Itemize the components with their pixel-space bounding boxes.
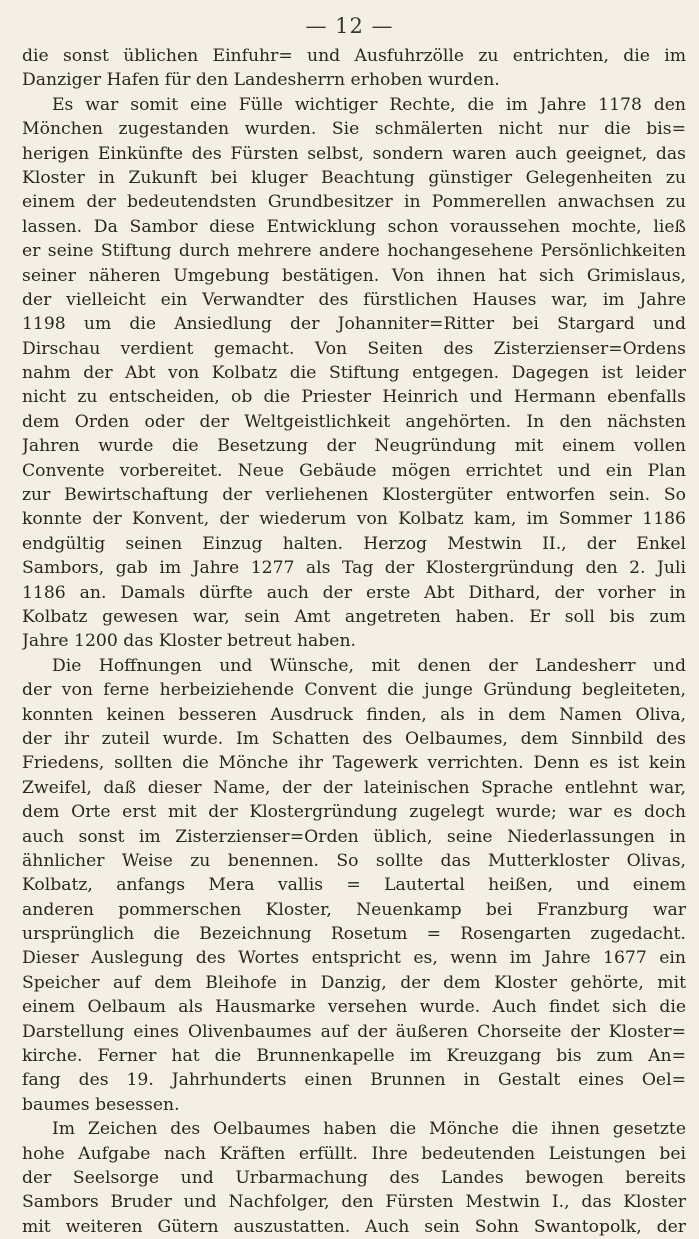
text-line: zur Bewirtschaftung der verliehenen Klostergüter entworfen sein. So [22, 485, 686, 506]
text-line: der vielleicht ein Verwandter des fürstlichen Hauses war, im Jahre [22, 289, 686, 310]
text-line: ursprünglich die Bezeichnung Rosetum = Rosengarten zugedacht. [22, 924, 686, 945]
text-line: dem Orden oder der Weltgeistlichkeit angehörten. In den nächsten [22, 411, 686, 432]
text-line: nahm der Abt von Kolbatz die Stiftung entgegen. Dagegen ist leider [22, 363, 686, 384]
body-text [22, 44, 686, 1239]
text-line: mit weiteren Gütern auszustatten. Auch sein Sohn Swantopolk, der [22, 1216, 686, 1237]
text-line: 1186 an. Damals dürfte auch der erste Abt Dithard, der vorher in [22, 582, 686, 603]
text-line: dem Orte erst mit der Klostergründung zugelegt wurde; war es doch [22, 802, 686, 823]
text-line: Kolbatz, anfangs Mera vallis = Lautertal heißen, und einem [22, 875, 686, 896]
text-line: Sambors Bruder und Nachfolger, den Fürsten Mestwin I., das Kloster [22, 1192, 686, 1213]
text-line: der von ferne herbeiziehende Convent die junge Gründung begleiteten, [22, 680, 686, 701]
text-line: fang des 19. Jahrhunderts einen Brunnen in Gestalt eines Oel= [22, 1070, 686, 1091]
text-line: endgültig seinen Einzug halten. Herzog Mestwin II., der Enkel [22, 533, 686, 554]
text-line: lassen. Da Sambor diese Entwicklung schon voraussehen mochte, ließ [22, 216, 686, 237]
text-line: nicht zu entscheiden, ob die Priester Heinrich und Hermann ebenfalls [22, 387, 686, 408]
text-line: er seine Stiftung durch mehrere andere hochangesehene Persönlichkeiten [22, 241, 686, 262]
paragraph [22, 44, 686, 93]
text-line: baumes besessen. [22, 1094, 180, 1115]
text-line: die sonst üblichen Einfuhr= und Ausfuhrzölle zu entrichten, die im [22, 46, 686, 66]
text-line: Dirschau verdient gemacht. Von Seiten des Zisterzienser=Ordens [22, 338, 686, 359]
text-line: Zweifel, daß dieser Name, der der lateinischen Sprache entlehnt war, [22, 777, 686, 798]
text-line: der ihr zuteil wurde. Im Schatten des Oelbaumes, dem Sinnbild des [22, 728, 686, 749]
text-line: Mönchen zugestanden wurden. Sie schmälerten nicht nur die bis= [22, 119, 686, 140]
text-line: Jahre 1200 das Kloster betreut haben. [22, 631, 356, 652]
text-line: Darstellung eines Olivenbaumes auf der äußeren Chorseite der Kloster= [22, 1021, 686, 1042]
text-line: kirche. Ferner hat die Brunnenkapelle im Kreuzgang bis zum An= [22, 1046, 686, 1067]
text-line: ähnlicher Weise zu benennen. So sollte das Mutterkloster Olivas, [22, 850, 686, 871]
text-line: Es war somit eine Fülle wichtiger Rechte, die im Jahre 1178 den [52, 94, 686, 115]
text-line: Die Hoffnungen und Wünsche, mit denen der Landesherr und [52, 655, 686, 676]
page-number: — 12 — [305, 14, 394, 38]
text-line: anderen pommerschen Kloster, Neuenkamp bei Franzburg war [22, 899, 686, 920]
text-line: Kolbatz gewesen war, sein Amt angetreten haben. Er soll bis zum [22, 606, 686, 627]
text-line: Convente vorbereitet. Neue Gebäude mögen errichtet und ein Plan [22, 460, 686, 481]
text-line: Dieser Auslegung des Wortes entspricht es, wenn im Jahre 1677 ein [22, 948, 686, 969]
paragraph [22, 654, 686, 1117]
text-line: 1198 um die Ansiedlung der Johanniter=Ritter bei Stargard und [22, 314, 686, 335]
text-line: hohe Aufgabe nach Kräften erfüllt. Ihre bedeutenden Leistungen bei [22, 1143, 686, 1164]
text-line: Kloster in Zukunft bei kluger Beachtung günstiger Gelegenheiten zu [22, 167, 686, 188]
text-line: Speicher auf dem Bleihofe in Danzig, der dem Kloster gehörte, mit [22, 972, 686, 993]
text-line: einem Oelbaum als Hausmarke versehen wurde. Auch findet sich die [22, 997, 686, 1018]
text-line: seiner näheren Umgebung bestätigen. Von ihnen hat sich Grimislaus, [22, 265, 686, 286]
paragraph [22, 1117, 686, 1239]
text-line: herigen Einkünfte des Fürsten selbst, sondern waren auch geeignet, das [22, 143, 686, 164]
text-line: einem der bedeutendsten Grundbesitzer in Pommerellen anwachsen zu [22, 192, 686, 213]
text-line: Im Zeichen des Oelbaumes haben die Mönche die ihnen gesetzte [52, 1119, 686, 1140]
text-line: Jahren wurde die Besetzung der Neugründung mit einem vollen [22, 436, 686, 457]
paragraph [22, 93, 686, 654]
text-line: konnte der Konvent, der wiederum von Kolbatz kam, im Sommer 1186 [22, 509, 686, 530]
text-line: Danziger Hafen für den Landesherrn erhoben wurden. [22, 70, 500, 91]
text-line: Sambors, gab im Jahre 1277 als Tag der Klostergründung den 2. Juli [22, 558, 686, 579]
text-line: Friedens, sollten die Mönche ihr Tagewerk verrichten. Denn es ist kein [22, 753, 686, 774]
text-line: der Seelsorge und Urbarmachung des Landes bewogen bereits [22, 1167, 686, 1188]
text-line: auch sonst im Zisterzienser=Orden üblich, seine Niederlassungen in [22, 826, 686, 847]
text-line: konnten keinen besseren Ausdruck finden, als in dem Namen Oliva, [22, 704, 686, 725]
